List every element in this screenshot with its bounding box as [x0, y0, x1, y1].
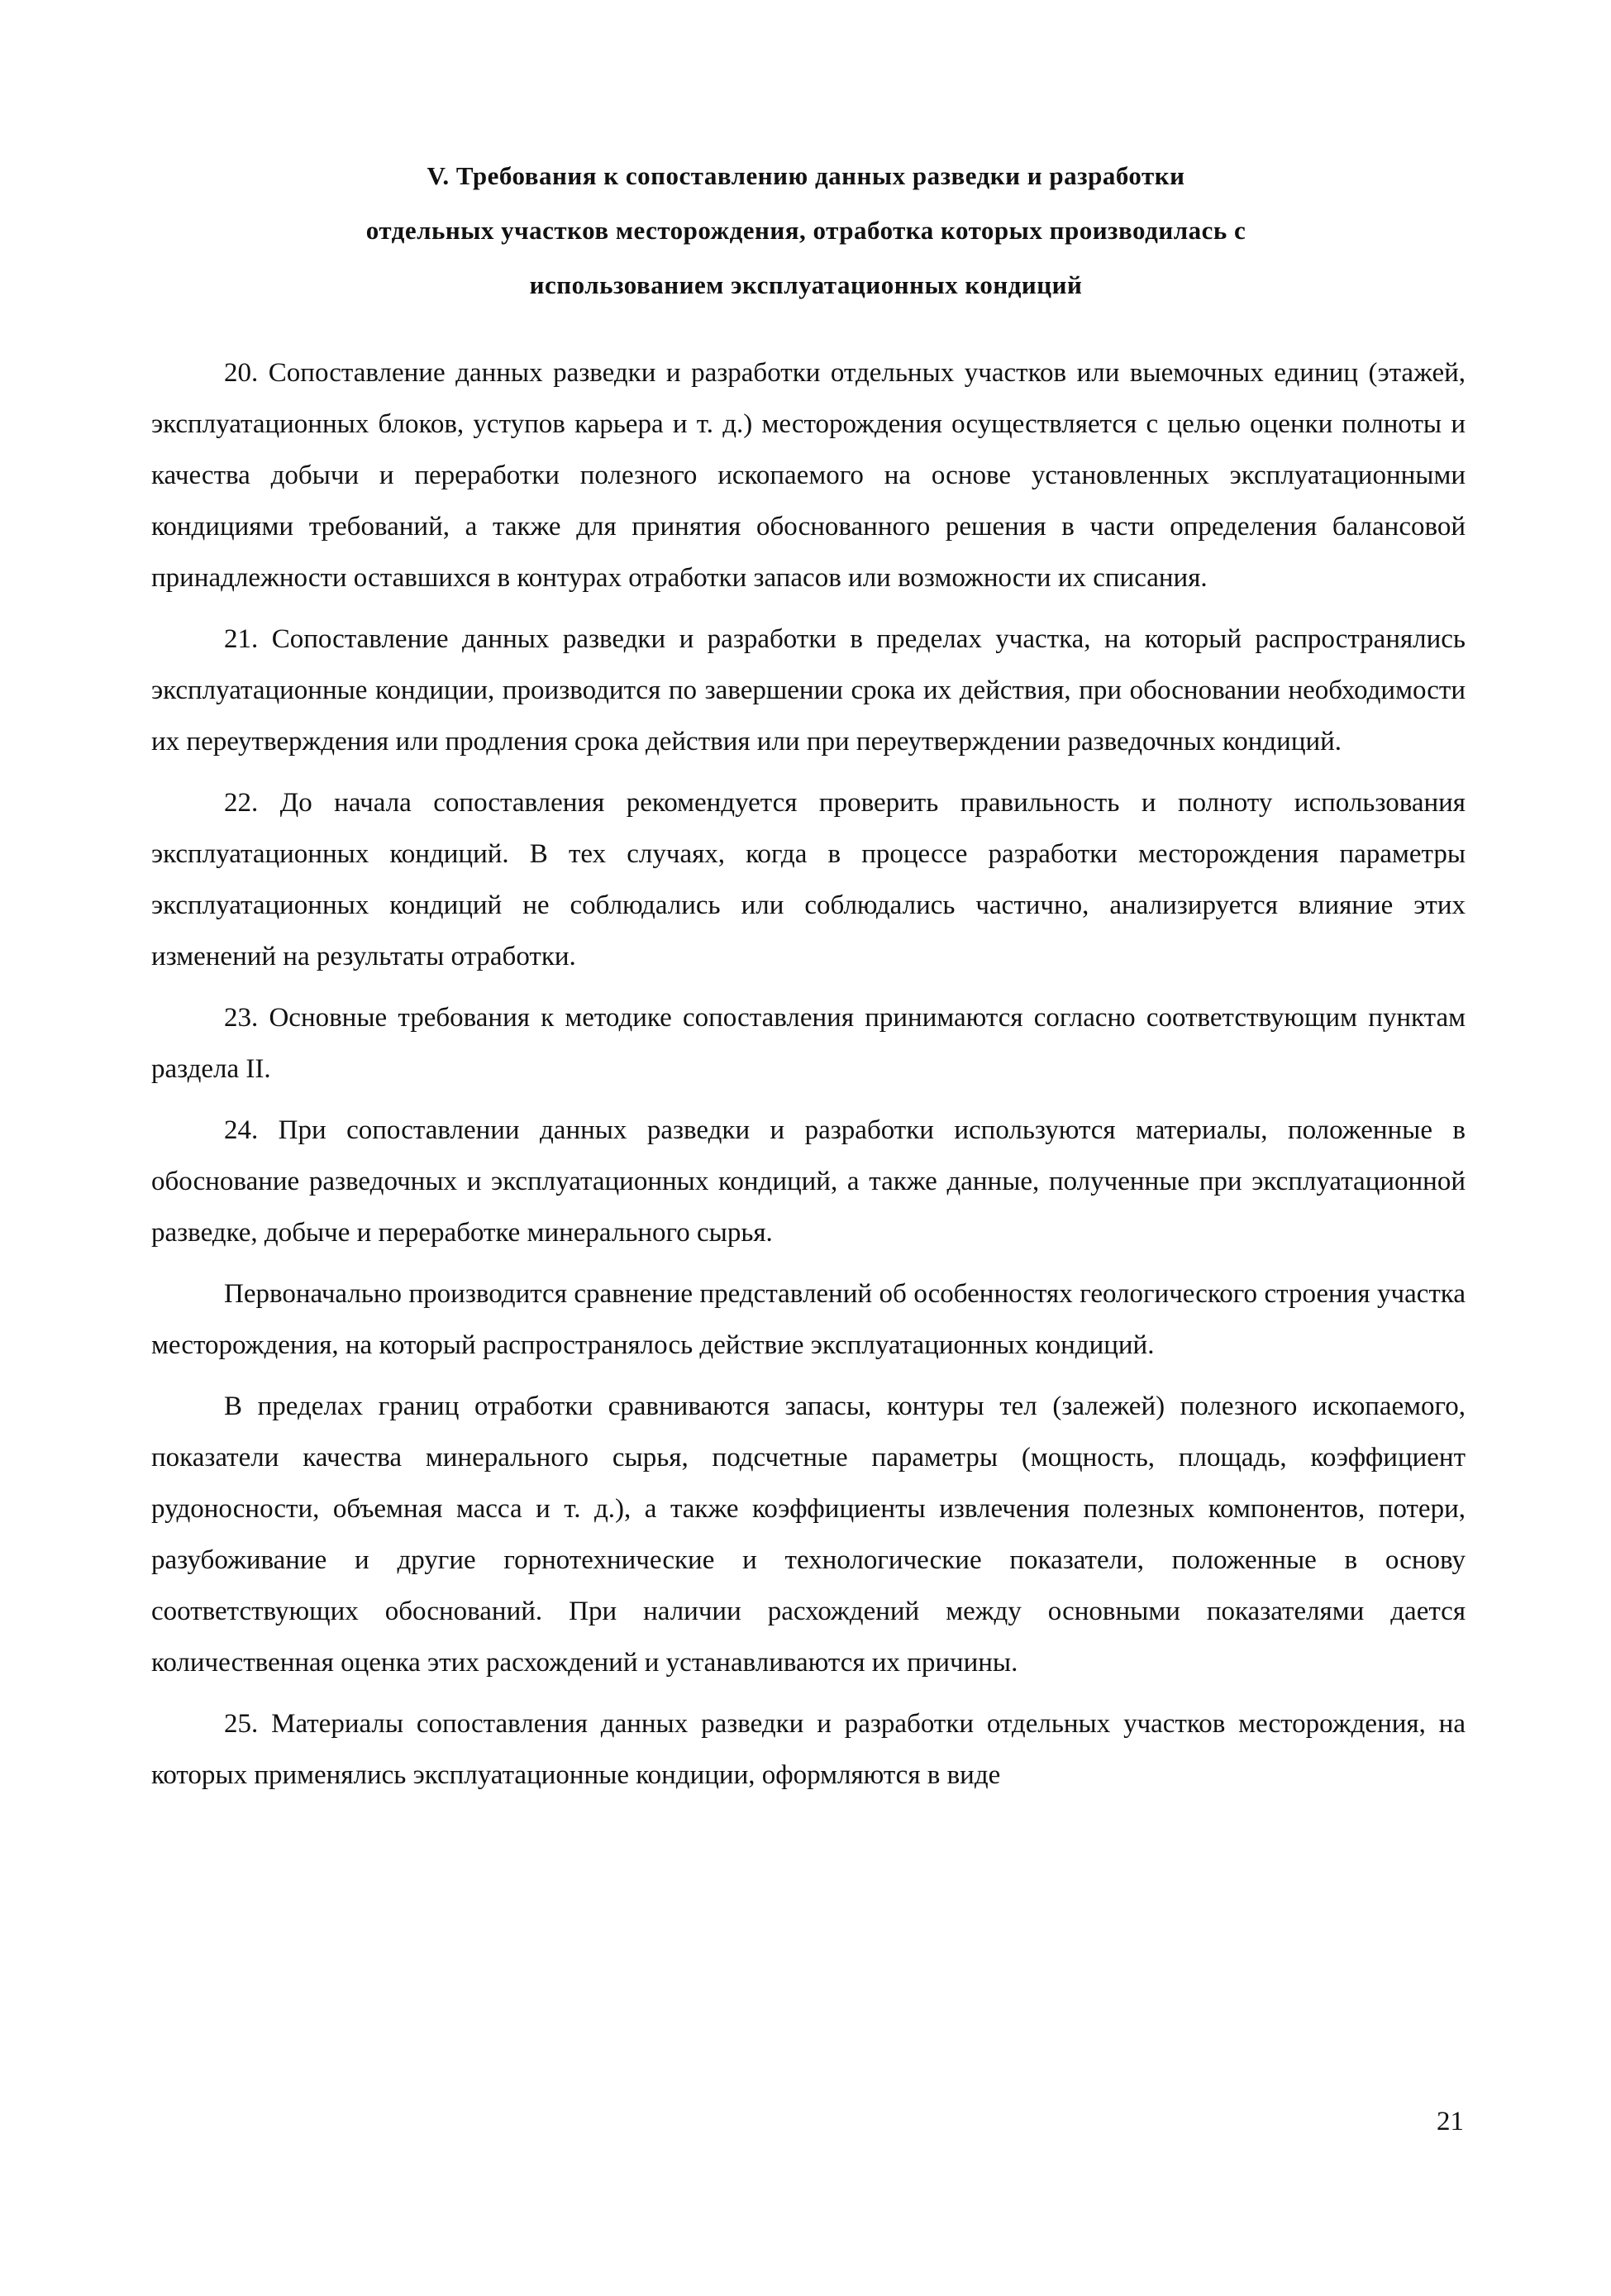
paragraph-24: 24. При сопоставлении данных разведки и разработки используются материалы, положенные в обоснование разведочных и эксплуатационных кондиций, а также данные, полученные при эксплуатационной разведке, добыче и переработке минерального сырья. [151, 1115, 1466, 1248]
paragraph-20: 20. Сопоставление данных разведки и разработки отдельных участков или выемочных единиц (этажей, эксплуатационных блоков, уступов карьера и т. д.) месторождения осуществляется с целью оценки полноты и качества добычи и переработки полезного ископаемого на основе установленных эксплуатационными кондициями требований, а также для принятия обоснованного решения в части определения балансовой принадлежности оставшихся в контурах отработки запасов или возможности их списания. [151, 358, 1466, 593]
paragraph-24-structure: Первоначально производится сравнение представлений об особенностях геологического строения участка месторождения, на который распространялось действие эксплуатационных кондиций. [151, 1279, 1466, 1360]
paragraph-22: 22. До начала сопоставления рекомендуется проверить правильность и полноту использования эксплуатационных кондиций. В тех случаях, когда в процессе разработки месторождения параметры эксплуатационных кондиций не соблюдались или соблюдались частично, анализируется влияние этих изменений на результаты отработки. [151, 788, 1466, 971]
paragraph-21: 21. Сопоставление данных разведки и разработки в пределах участка, на который распространялись эксплуатационные кондиции, производится по завершении срока их действия, при обосновании необходимости их переутверждения или продления срока действия или при переутверждении разведочных кондиций. [151, 624, 1466, 757]
section-heading-line-3: использованием эксплуатационных кондиций [529, 270, 1083, 299]
paragraph-23: 23. Основные требования к методике сопоставления принимаются согласно соответствующим пунктам раздела II. [151, 1003, 1466, 1084]
body-text [151, 347, 1466, 1801]
section-heading [149, 149, 1463, 313]
section-heading-line-2: отдельных участков месторождения, отработка которых производилась с [365, 216, 1246, 245]
section-heading-line-1: V. Требования к сопоставлению данных разведки и разработки [427, 161, 1185, 190]
page-number: 21 [1437, 2107, 1464, 2136]
paragraph-24-comparison: В пределах границ отработки сравниваются запасы, контуры тел (залежей) полезного ископаемого, показатели качества минерального сырья, подсчетные параметры (мощность, площадь, коэффициент рудоносности, объемная масса и т. д.), а также коэффициенты извлечения полезных компонентов, потери, разубоживание и другие горнотехнические и технологические показатели, положенные в основу соответствующих обоснований. При наличии расхождений между основными показателями дается количественная оценка этих расхождений и устанавливаются их причины. [151, 1391, 1466, 1678]
paragraph-25: 25. Материалы сопоставления данных разведки и разработки отдельных участков месторождения, на которых применялись эксплуатационные кондиции, оформляются в виде [151, 1709, 1466, 1790]
